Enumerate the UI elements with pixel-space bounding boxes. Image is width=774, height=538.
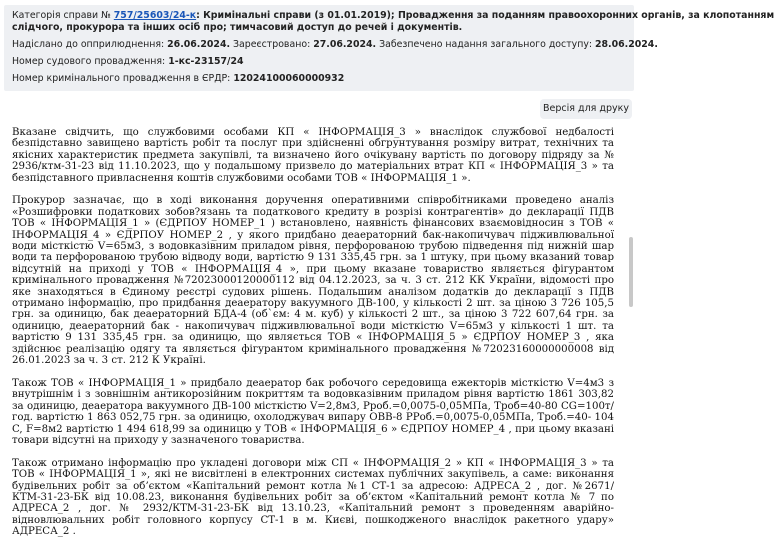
case-category-line	[12, 10, 774, 22]
document-paragraph: Також отримано інформацію про укладені договори між СП « ІНФОРМАЦІЯ_2 » КП « ІНФОРМАЦІЯ_3 » та ТОВ « ІНФОРМАЦІЯ_1 », які не висвітлені в електронних системах публічних закупівель, а саме: виконання будівельних робіт за об’єктом «Капітальний ремонт котла №1 СТ-1 за адресою: АДРЕСА_2 , дог. №2671/КТМ-31-23-БК від 10.08.23, виконання будівельних робіт за об’єктом «Капітальний ремонт котла № 7 по АДРЕСА_2 , дог. № 2932/КТМ-31-23-БК від 13.10.23, «Капітальний ремонт з проведенням аварійно-відновлювальних робіт головного корпусу СТ-1 в м. Києві, пошкодженого внаслідок ракетного удару» АДРЕСА_2 .	[12, 457, 614, 538]
case-category-label: Категорія справи №	[12, 10, 114, 21]
document-paragraph: Також ТОВ « ІНФОРМАЦІЯ_1 » придбало деаератор бак робочого середовища ежекторів місткістю V=4м3 з внутрішнім і з зовнішнім антикорозійним покриттям та водовказівним приладом рівня вартістю 1861 303,82 за одиницю, деаератора вакуумного ДВ-100 місткістю V=2,8м3, Рроб.=0,0075-0,05МПа, Троб=40-80 CG=100т/год. вартістю 1 863 052,75 грн. за одиницю, охолоджувач випару ОВВ-8 РРоб.=0,0075-0,05МПа, Троб.=40- 104 C, F=8м2 вартістю 1 494 618,99 за одиницю у ТОВ « ІНФОРМАЦІЯ_6 » ЄДРПОУ НОМЕР_4 , при цьому вказані товари відсутні на приходу у зазначеного товариства.	[12, 377, 614, 446]
case-number-link[interactable]: 757/25603/24-к	[113, 10, 197, 21]
court-proceeding-label: Номер судового провадження:	[12, 56, 169, 67]
erdr-number: 12024100060000932	[233, 73, 345, 84]
vertical-scrollbar[interactable]	[627, 127, 635, 482]
court-proceeding-line	[12, 56, 244, 68]
erdr-line	[12, 73, 344, 85]
access-label: Забезпечено надання загального доступу:	[376, 39, 596, 50]
sent-date: 26.06.2024.	[167, 39, 231, 50]
document-paragraph: Прокурор зазначає, що в ході виконання доручення оперативними співробітниками проведено аналіз «Розшифровки податкових зобов?язань та податкового кредиту в розрізі контрагентів» до декларації ПДВ ТОВ « ІНФОРМАЦІЯ_1 » (ЄДРПОУ НОМЕР_1 ) встановлено, наявність фінансових взаємовідносин з ТОВ « ІНФОРМАЦІЯ_4 » ЄДРПОУ НОМЕР_2 , у якого придбано деаераторний бак-накопичувач підживлювальної води місткістю V=65м3, з водовказівним приладом рівня, перфорованою трубою підведення під нижній шар води та перфорованою трубою відводу води, вартістю 9 131 335,45 грн. за 1 штуку, при цьому вказаний товар відсутній на приході у ТОВ « ІНФОРМАЦІЯ_4 », при цьому вказане товариство являється фігурантом кримінального провадження №72023000120000112 від 04.12.2023, за ч. 3 ст. 212 КК України, відомості про яке знаходяться в Єдиному реєстрі судових рішень. Подальшим аналізом додатків до декларації з ПДВ отримано інформацію, про придбання деаератору вакуумного ДВ-100, у кількості 2 шт. за ціною 3 726 105,5 грн. за одиницю, бак деаераторний БДА-4 (об`єм: 4 м. куб) у кількості 2 шт., за ціною 3 722 607,64 грн. за одиницю, деаераторний бак - накопичувач підживлювальної води місткістю V=65м3 у кількості 1 шт. та вартістю 9 131 335,45 грн. за одиницю, що являється ТОВ « ІНФОРМАЦІЯ_5 » ЄДРПОУ НОМЕР_3 , яка здійснює реалізацію одягу та являється фігурантом кримінального провадження №72023160000000008 від 26.01.2023 за ч. 3 ст. 212 К Україні.	[12, 195, 614, 367]
access-date: 28.06.2024.	[595, 39, 658, 50]
court-proceeding-number: 1-кс-23157/24	[168, 56, 244, 67]
case-category-line-2: слідчого, прокурора та інших осіб про; тимчасовий доступ до речей і документів.	[12, 22, 463, 33]
registered-date: 27.06.2024.	[313, 39, 377, 50]
erdr-label: Номер кримінального провадження в ЄРДР:	[12, 73, 234, 84]
document-body	[12, 127, 614, 538]
registered-label: Зареєстровано:	[230, 39, 314, 50]
case-category-text: : Кримінальні справи (з 01.01.2019); Провадження за поданням правоохоронних органів, за клопотанням	[196, 10, 774, 21]
scrollbar-thumb[interactable]	[629, 237, 633, 307]
document-paragraph: Вказане свідчить, що службовими особами КП « ІНФОРМАЦІЯ_3 » внаслідок службової недбалості безпідставно завищено вартість робіт та послуг при здійсненні обгрунтування розміру витрат, технічних та якісних характеристик предмета закупівлі, та визначено його очікувану вартість по договору підряду за № 2936/ктм-31-23 від 11.10.2023, що у подальшому призвело до матеріальних втрат КП « ІНФОРМАЦІЯ_3 » та безпідставного привласнення коштів службовими особами ТОВ « ІНФОРМАЦІЯ_1 ».	[12, 127, 614, 184]
dates-line	[12, 39, 658, 51]
case-info-panel	[4, 5, 774, 91]
sent-label: Надіслано до опприлюднення:	[12, 39, 168, 50]
print-version-button[interactable]: Версія для друку	[540, 99, 632, 119]
